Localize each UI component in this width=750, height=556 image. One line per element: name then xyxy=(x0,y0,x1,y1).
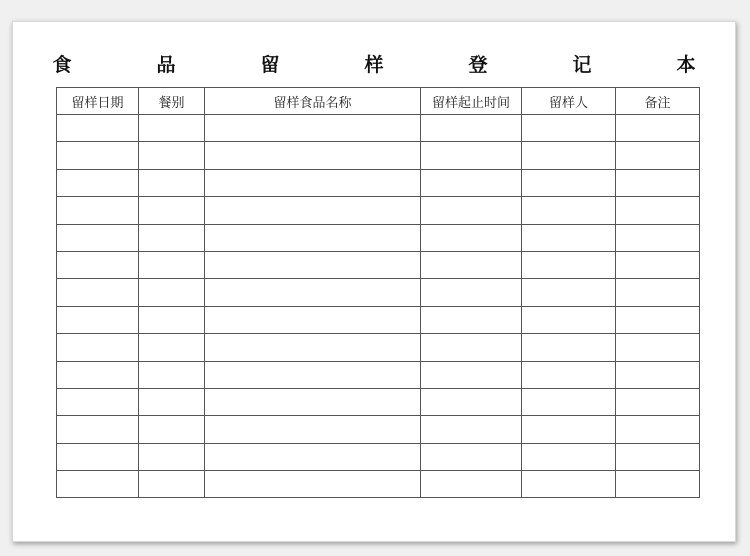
header-sample-date: 留样日期 xyxy=(57,88,139,115)
cell-food-name xyxy=(205,115,421,142)
table-row xyxy=(57,169,700,196)
cell-sample-date xyxy=(57,224,139,251)
cell-sampler xyxy=(522,169,616,196)
cell-sample-date xyxy=(57,169,139,196)
cell-meal-type xyxy=(139,334,205,361)
cell-remarks xyxy=(616,279,700,306)
cell-food-name xyxy=(205,251,421,278)
register-sheet xyxy=(12,21,736,542)
sample-register-table xyxy=(56,87,700,498)
cell-meal-type xyxy=(139,169,205,196)
cell-sample-date xyxy=(57,471,139,498)
cell-sample-period xyxy=(421,388,522,415)
cell-sampler xyxy=(522,471,616,498)
table-row xyxy=(57,197,700,224)
cell-meal-type xyxy=(139,224,205,251)
cell-remarks xyxy=(616,142,700,169)
cell-sampler xyxy=(522,361,616,388)
cell-meal-type xyxy=(139,416,205,443)
cell-sample-date xyxy=(57,142,139,169)
cell-meal-type xyxy=(139,251,205,278)
cell-sampler xyxy=(522,224,616,251)
cell-sampler xyxy=(522,279,616,306)
table-row xyxy=(57,224,700,251)
cell-food-name xyxy=(205,443,421,470)
table-header-row xyxy=(57,88,700,115)
cell-meal-type xyxy=(139,279,205,306)
cell-sample-date xyxy=(57,251,139,278)
cell-sample-period xyxy=(421,471,522,498)
header-meal-type: 餐别 xyxy=(139,88,205,115)
table-row xyxy=(57,306,700,333)
table-row xyxy=(57,388,700,415)
cell-food-name xyxy=(205,169,421,196)
cell-sample-period xyxy=(421,169,522,196)
header-remarks: 备注 xyxy=(616,88,700,115)
cell-sampler xyxy=(522,443,616,470)
cell-sampler xyxy=(522,197,616,224)
cell-sample-period xyxy=(421,279,522,306)
cell-sample-date xyxy=(57,443,139,470)
cell-sampler xyxy=(522,115,616,142)
cell-remarks xyxy=(616,416,700,443)
cell-meal-type xyxy=(139,115,205,142)
table-row xyxy=(57,142,700,169)
cell-sample-date xyxy=(57,115,139,142)
cell-sample-period xyxy=(421,443,522,470)
cell-sampler xyxy=(522,251,616,278)
cell-remarks xyxy=(616,251,700,278)
cell-food-name xyxy=(205,224,421,251)
cell-remarks xyxy=(616,361,700,388)
table-row xyxy=(57,443,700,470)
cell-remarks xyxy=(616,334,700,361)
header-sampler: 留样人 xyxy=(522,88,616,115)
cell-remarks xyxy=(616,197,700,224)
page-title: 食 品 留 样 登 记 本 xyxy=(52,54,729,76)
cell-sampler xyxy=(522,142,616,169)
cell-sample-period xyxy=(421,197,522,224)
cell-food-name xyxy=(205,334,421,361)
cell-sample-period xyxy=(421,306,522,333)
cell-remarks xyxy=(616,169,700,196)
table-row xyxy=(57,361,700,388)
cell-food-name xyxy=(205,388,421,415)
table-body xyxy=(57,115,700,498)
header-food-name: 留样食品名称 xyxy=(205,88,421,115)
cell-meal-type xyxy=(139,443,205,470)
cell-sample-date xyxy=(57,416,139,443)
cell-meal-type xyxy=(139,388,205,415)
table-row xyxy=(57,416,700,443)
cell-remarks xyxy=(616,443,700,470)
cell-food-name xyxy=(205,306,421,333)
cell-sample-date xyxy=(57,388,139,415)
cell-sample-period xyxy=(421,142,522,169)
cell-remarks xyxy=(616,388,700,415)
cell-sample-date xyxy=(57,279,139,306)
table-row xyxy=(57,115,700,142)
cell-meal-type xyxy=(139,471,205,498)
cell-food-name xyxy=(205,471,421,498)
cell-meal-type xyxy=(139,306,205,333)
header-sample-period: 留样起止时间 xyxy=(421,88,522,115)
cell-sample-period xyxy=(421,224,522,251)
table-row xyxy=(57,251,700,278)
cell-sampler xyxy=(522,306,616,333)
cell-sample-date xyxy=(57,334,139,361)
table-row xyxy=(57,279,700,306)
cell-food-name xyxy=(205,416,421,443)
cell-meal-type xyxy=(139,197,205,224)
cell-sample-period xyxy=(421,416,522,443)
cell-food-name xyxy=(205,279,421,306)
cell-meal-type xyxy=(139,361,205,388)
cell-sample-period xyxy=(421,361,522,388)
cell-remarks xyxy=(616,224,700,251)
cell-sampler xyxy=(522,388,616,415)
cell-meal-type xyxy=(139,142,205,169)
cell-sample-date xyxy=(57,306,139,333)
table-row xyxy=(57,471,700,498)
cell-sample-date xyxy=(57,361,139,388)
cell-sample-period xyxy=(421,251,522,278)
cell-food-name xyxy=(205,361,421,388)
cell-food-name xyxy=(205,142,421,169)
table-row xyxy=(57,334,700,361)
cell-food-name xyxy=(205,197,421,224)
cell-remarks xyxy=(616,471,700,498)
cell-sampler xyxy=(522,416,616,443)
cell-sample-date xyxy=(57,197,139,224)
cell-sample-period xyxy=(421,334,522,361)
cell-remarks xyxy=(616,306,700,333)
cell-sample-period xyxy=(421,115,522,142)
cell-remarks xyxy=(616,115,700,142)
cell-sampler xyxy=(522,334,616,361)
